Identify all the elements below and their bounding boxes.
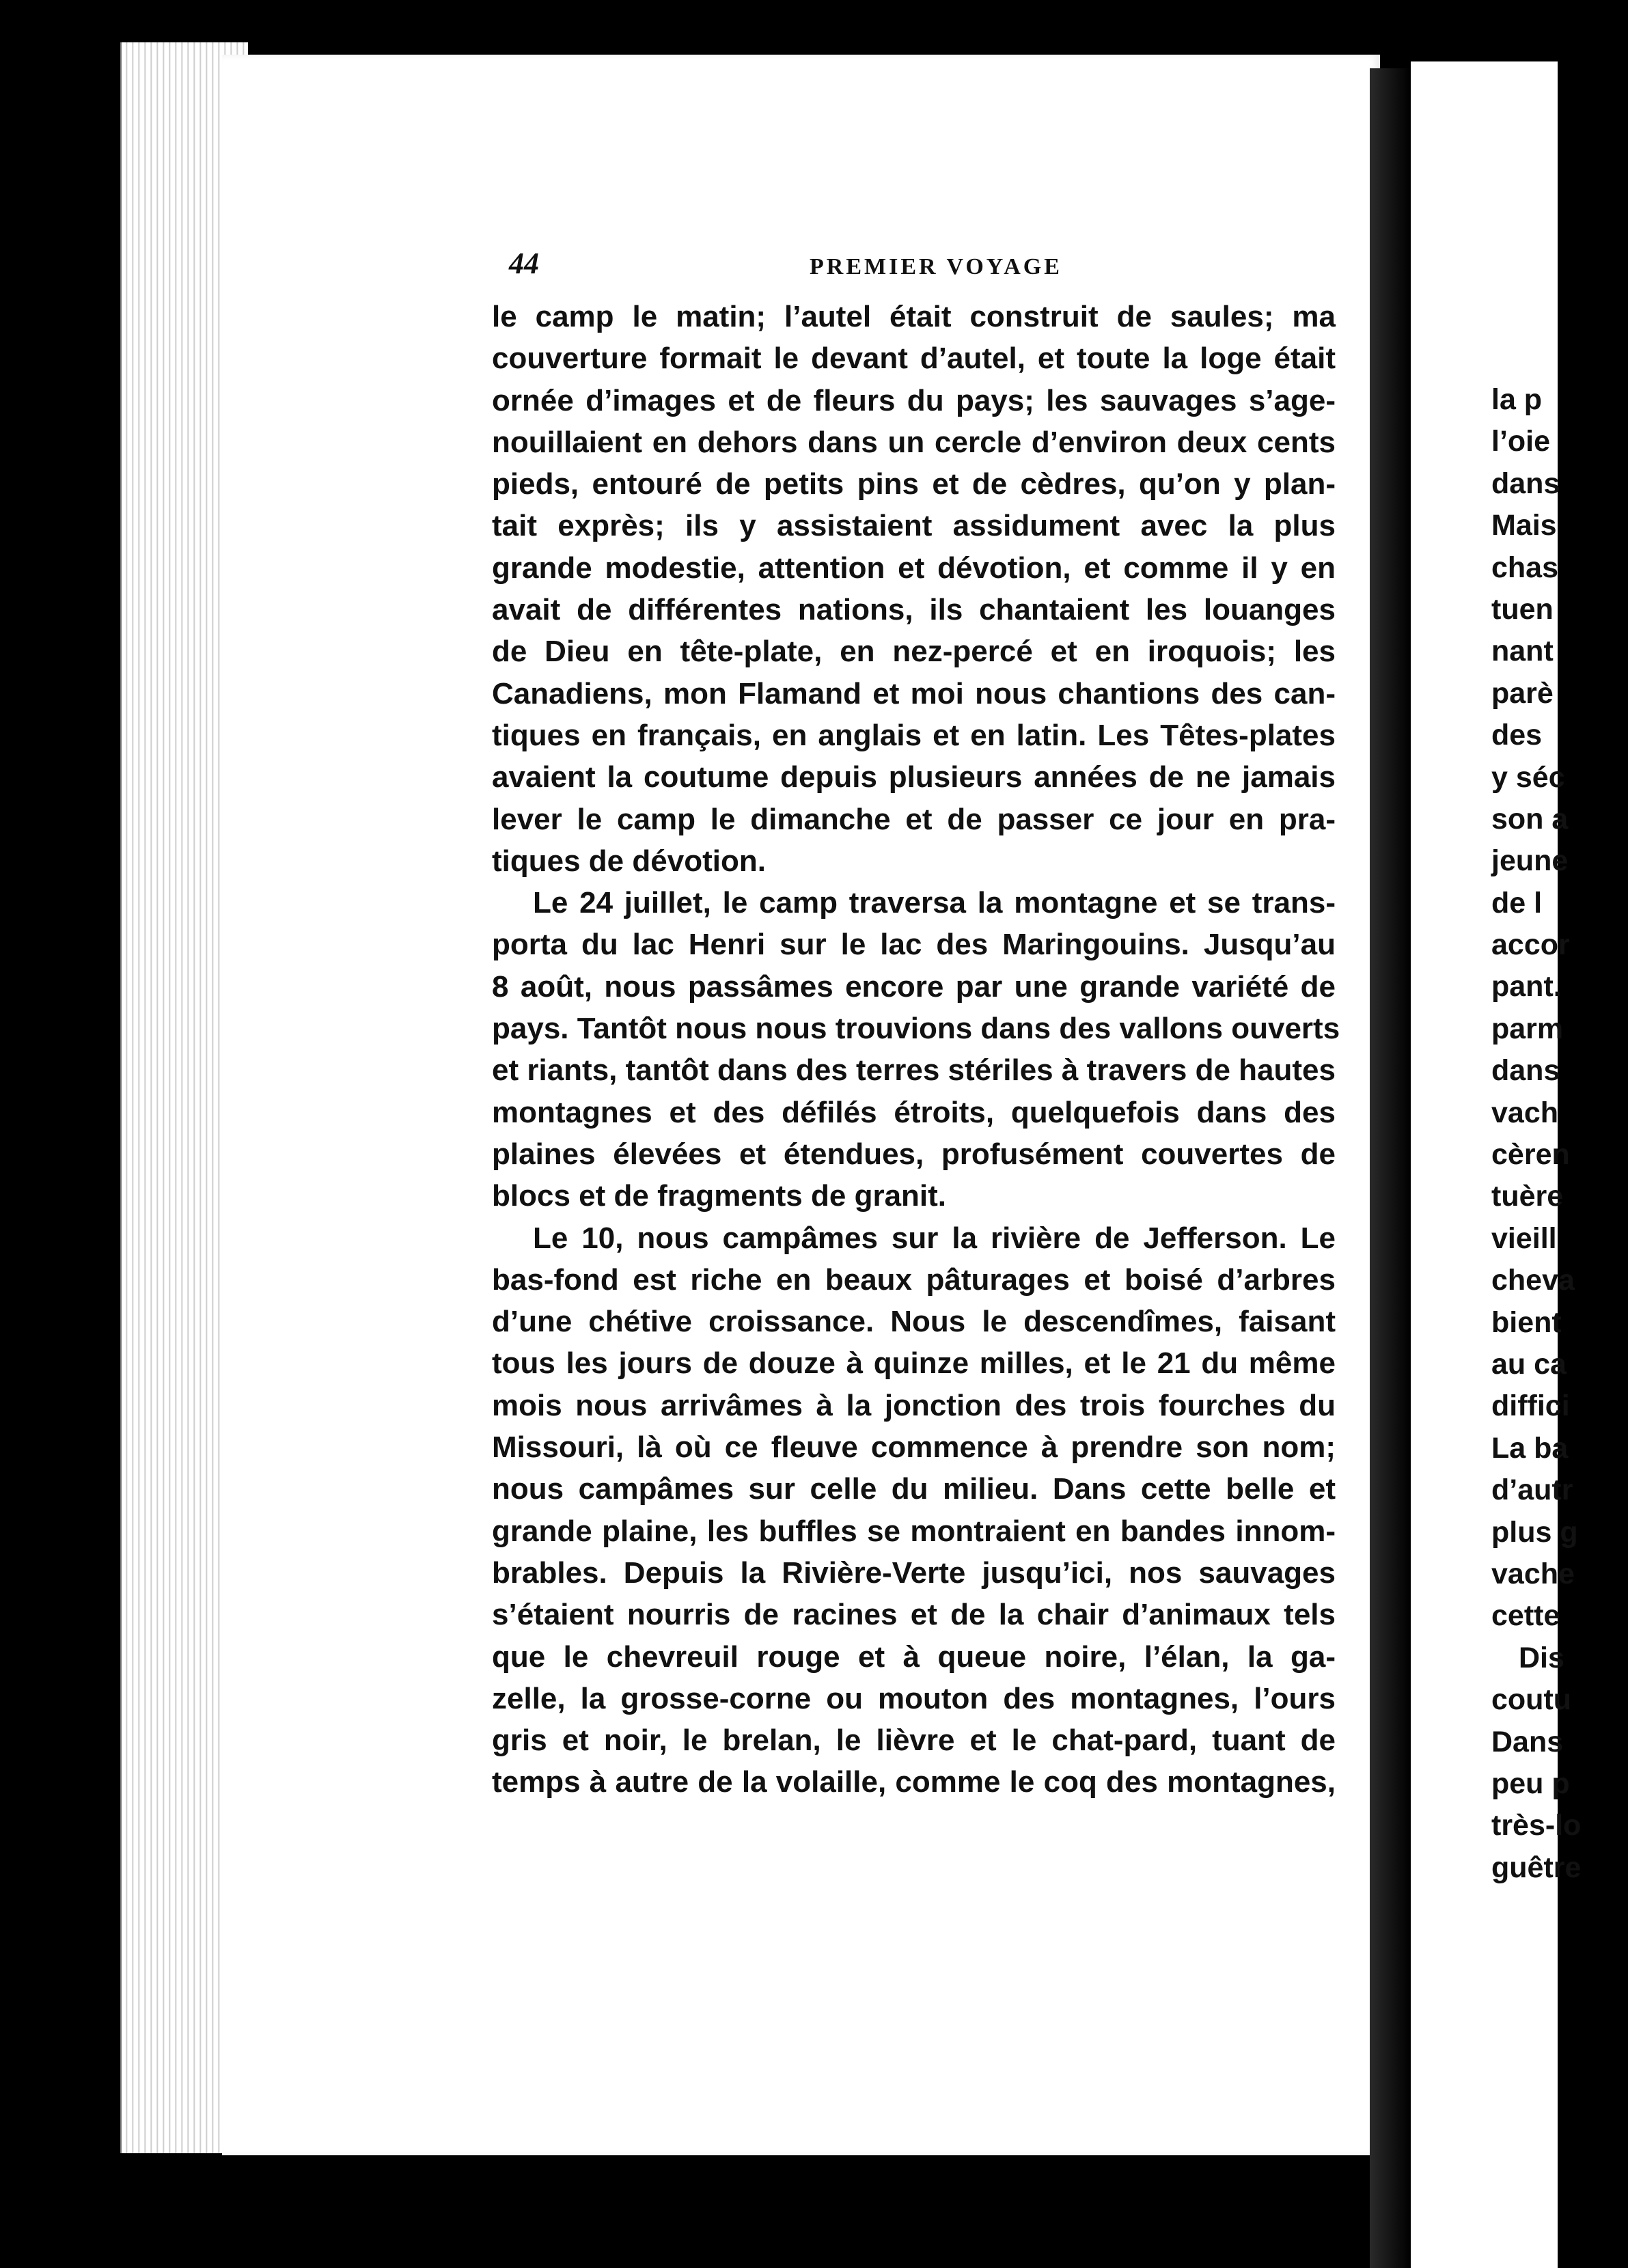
text-line: nouillaient en dehors dans un cercle d’environ deux cents <box>492 425 1336 459</box>
right-text-line: nant <box>1491 635 1554 668</box>
right-text-line: jeune <box>1491 844 1569 878</box>
text-line: bas-fond est riche en beaux pâturages et boisé d’arbres <box>492 1262 1336 1297</box>
right-text-line: son a <box>1491 802 1569 835</box>
running-title: PREMIER VOYAGE <box>810 254 1062 279</box>
right-text-line: pant. <box>1491 970 1562 1004</box>
right-text-line: dans <box>1491 1054 1560 1088</box>
text-line: brables. Depuis la Rivière-Verte jusqu’ici, nos sauvages <box>492 1555 1336 1590</box>
right-text-line: accor <box>1491 928 1570 962</box>
right-text-line: plus g <box>1491 1515 1578 1549</box>
right-text-line: vieill <box>1491 1221 1557 1255</box>
right-text-line: très-lo <box>1491 1809 1582 1842</box>
text-line: zelle, la grosse-corne ou mouton des montagnes, l’ours <box>492 1681 1336 1715</box>
text-line: que le chevreuil rouge et à queue noire, l’élan, la ga- <box>492 1640 1336 1674</box>
right-text-line: diffici <box>1491 1389 1570 1423</box>
right-text-line: coutu <box>1491 1683 1572 1717</box>
right-text-line: Dis <box>1519 1641 1564 1674</box>
text-line: lever le camp le dimanche et de passer ce jour en pra- <box>492 802 1336 836</box>
page-number: 44 <box>509 247 539 280</box>
text-line: s’étaient nourris de racines et de la chair d’animaux tels <box>492 1598 1336 1632</box>
right-page-text <box>1491 379 1628 1889</box>
text-line: porta du lac Henri sur le lac des Maringouins. Jusqu’au <box>492 928 1336 962</box>
right-text-line: bient <box>1491 1305 1562 1339</box>
text-line: de Dieu en tête-plate, en nez-percé et en iroquois; les <box>492 635 1336 669</box>
text-line: grande plaine, les buffles se montraient en bandes innom- <box>492 1514 1336 1548</box>
right-text-line: de l <box>1491 886 1543 919</box>
right-text-line: tuen <box>1491 592 1554 626</box>
right-text-line: cèren <box>1491 1138 1570 1172</box>
right-text-line: dans <box>1491 467 1560 500</box>
right-text-line: y séc <box>1491 760 1565 794</box>
right-text-line: Dans <box>1491 1725 1564 1758</box>
text-line: gris et noir, le brelan, le lièvre et le chat-pard, tuant de <box>492 1724 1336 1758</box>
right-text-line: parè <box>1491 676 1554 710</box>
text-line: grande modestie, attention et dévotion, et comme il y en <box>492 551 1336 585</box>
right-text-line: d’autr <box>1491 1474 1573 1507</box>
right-text-line: cheva <box>1491 1264 1575 1297</box>
text-line: pays. Tantôt nous nous trouvions dans des vallons ouverts <box>492 1012 1340 1046</box>
right-text-line: vache <box>1491 1557 1575 1590</box>
text-line: couverture formait le devant d’autel, et toute la loge était <box>492 342 1336 376</box>
text-line: montagnes et des défilés étroits, quelquefois dans des <box>492 1095 1336 1129</box>
text-line: Canadiens, mon Flamand et moi nous chantions des can- <box>492 676 1336 710</box>
text-line: temps à autre de la volaille, comme le coq des montagnes, <box>492 1765 1336 1799</box>
text-line: plaines élevées et étendues, profusément couvertes de <box>492 1137 1336 1171</box>
running-head <box>509 246 1322 287</box>
right-text-line: La ba <box>1491 1431 1569 1465</box>
text-line: et riants, tantôt dans des terres stériles à travers de hautes <box>492 1053 1336 1088</box>
text-line: tiques en français, en anglais et en latin. Les Têtes-plates <box>492 718 1336 752</box>
right-text-line: la p <box>1491 383 1543 416</box>
right-text-line: des <box>1491 719 1543 752</box>
right-text-line: Mais <box>1491 509 1557 542</box>
right-text-line: vach <box>1491 1096 1559 1129</box>
text-line: tait exprès; ils y assistaient assidument avec la plus <box>492 509 1336 543</box>
right-text-line: cette <box>1491 1599 1560 1633</box>
text-line: d’une chétive croissance. Nous le descendîmes, faisant <box>492 1305 1336 1339</box>
text-line: le camp le matin; l’autel était construit de saules; ma <box>492 300 1336 333</box>
right-text-line: guêtre <box>1491 1851 1582 1884</box>
text-line: mois nous arrivâmes à la jonction des trois fourches du <box>492 1388 1336 1422</box>
text-line: pieds, entouré de petits pins et de cèdres, qu’on y plan- <box>492 467 1336 501</box>
text-line: nous campâmes sur celle du milieu. Dans cette belle et <box>492 1472 1336 1506</box>
right-page <box>1411 61 1582 2268</box>
text-line: blocs et de fragments de granit. <box>492 1179 947 1213</box>
right-text-line: tuère <box>1491 1180 1564 1213</box>
text-line: tiques de dévotion. <box>492 844 766 878</box>
text-line: avaient la coutume depuis plusieurs années de ne jamais <box>492 760 1336 794</box>
right-text-line: peu p <box>1491 1767 1570 1800</box>
right-text-line: parm <box>1491 1012 1564 1045</box>
text-line: ornée d’images et de fleurs du pays; les sauvages s’age- <box>492 383 1336 417</box>
left-page-text <box>492 296 1340 1803</box>
text-line: 8 août, nous passâmes encore par une grande variété de <box>492 969 1336 1004</box>
book-gutter <box>1370 68 1411 2268</box>
text-line: Missouri, là où ce fleuve commence à prendre son nom; <box>492 1430 1336 1465</box>
right-text-line: l’oie <box>1491 425 1551 458</box>
text-line: Le 10, nous campâmes sur la rivière de Jefferson. Le <box>533 1221 1336 1255</box>
text-line: tous les jours de douze à quinze milles, et le 21 du même <box>492 1346 1336 1381</box>
text-line: Le 24 juillet, le camp traversa la montagne et se trans- <box>533 886 1336 920</box>
right-text-line: chas <box>1491 551 1559 584</box>
text-line: avait de différentes nations, ils chantaient les louanges <box>492 593 1336 627</box>
right-text-line: au ca <box>1491 1347 1567 1381</box>
